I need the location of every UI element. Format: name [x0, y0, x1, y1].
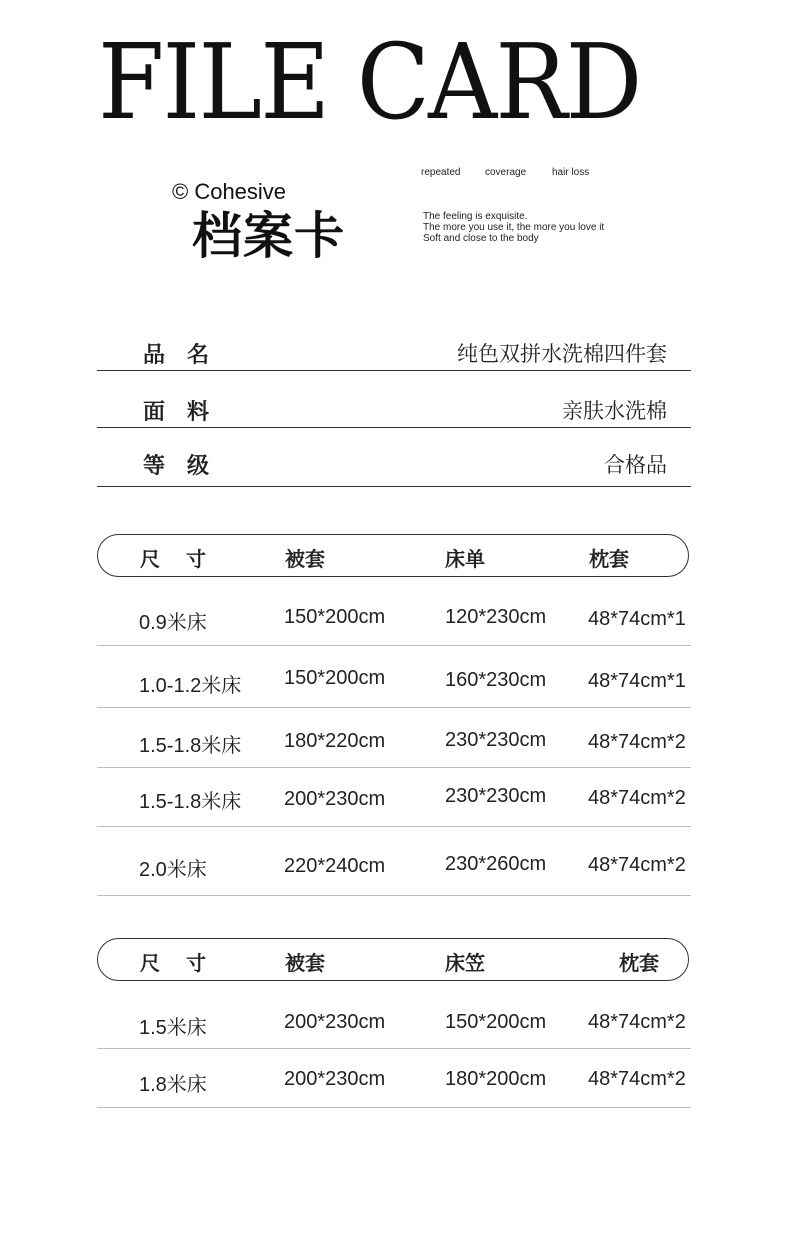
cell-bed-sheet: 120*230cm [445, 606, 547, 628]
column-header-duvet-cover: 被套 [285, 547, 325, 571]
column-header-pillowcase: 枕套 [619, 951, 659, 975]
cell-bed-sheet: 230*230cm [445, 785, 547, 807]
cell-size: 2.0米床 [139, 859, 207, 881]
table-row [97, 645, 691, 708]
cell-pillowcase: 48*74cm*2 [588, 854, 686, 876]
info-value: 纯色双拼水洗棉四件套 [457, 342, 667, 366]
cell-pillowcase: 48*74cm*2 [588, 1011, 686, 1033]
cell-duvet-cover: 200*230cm [284, 788, 386, 810]
column-header-duvet-cover: 被套 [285, 951, 325, 975]
column-header-fitted-sheet: 床笠 [445, 951, 485, 975]
cell-pillowcase: 48*74cm*2 [588, 731, 686, 753]
column-header-bed-sheet: 床单 [445, 547, 485, 571]
cell-duvet-cover: 220*240cm [284, 855, 386, 877]
cell-duvet-cover: 150*200cm [284, 606, 386, 628]
info-row-fabric [97, 370, 691, 428]
cell-size: 1.8米床 [139, 1074, 207, 1096]
cell-pillowcase: 48*74cm*2 [588, 1068, 686, 1090]
cell-pillowcase: 48*74cm*1 [588, 670, 686, 692]
tag-item: repeated [421, 167, 461, 178]
column-header-size: 尺寸 [140, 951, 232, 975]
info-row-product-name [97, 326, 691, 371]
tag-item: coverage [485, 167, 527, 178]
cell-pillowcase: 48*74cm*1 [588, 608, 686, 630]
cell-size: 0.9米床 [139, 612, 207, 634]
cell-duvet-cover: 200*230cm [284, 1068, 386, 1090]
info-label: 等级 [143, 454, 232, 479]
table-header [97, 534, 689, 577]
table-row [97, 1048, 691, 1108]
cell-fitted-sheet: 150*200cm [445, 1011, 547, 1033]
tagline-line: The feeling is exquisite. [423, 211, 528, 222]
table-row [97, 578, 691, 646]
table-header [97, 938, 689, 981]
cell-duvet-cover: 150*200cm [284, 667, 386, 689]
hero-title: FILE CARD [98, 21, 641, 143]
cell-size: 1.5-1.8米床 [139, 735, 242, 757]
tagline-line: Soft and close to the body [423, 233, 539, 244]
cell-size: 1.5-1.8米床 [139, 791, 242, 813]
column-header-pillowcase: 枕套 [589, 547, 629, 571]
info-value: 合格品 [604, 453, 667, 477]
cell-fitted-sheet: 180*200cm [445, 1068, 547, 1090]
info-value: 亲肤水洗棉 [562, 399, 667, 423]
cell-duvet-cover: 180*220cm [284, 730, 386, 752]
cell-bed-sheet: 160*230cm [445, 669, 547, 691]
cell-duvet-cover: 200*230cm [284, 1011, 386, 1033]
table-row [97, 767, 691, 827]
table-row [97, 982, 691, 1049]
column-header-size: 尺寸 [140, 547, 232, 571]
cell-size: 1.5米床 [139, 1017, 207, 1039]
page-title: 档案卡 [192, 207, 345, 265]
tagline-line: The more you use it, the more you love it [423, 222, 605, 233]
table-row [97, 826, 691, 896]
tagline [423, 211, 604, 244]
info-label: 品名 [143, 343, 232, 368]
cell-bed-sheet: 230*260cm [445, 853, 547, 875]
info-row-grade [97, 427, 691, 487]
table-row [97, 707, 691, 768]
tag-item: hair loss [552, 167, 590, 178]
cell-size: 1.0-1.2米床 [139, 675, 242, 697]
brand-name: © Cohesive [172, 179, 287, 204]
info-label: 面料 [143, 400, 232, 425]
cell-pillowcase: 48*74cm*2 [588, 787, 686, 809]
cell-bed-sheet: 230*230cm [445, 729, 547, 751]
